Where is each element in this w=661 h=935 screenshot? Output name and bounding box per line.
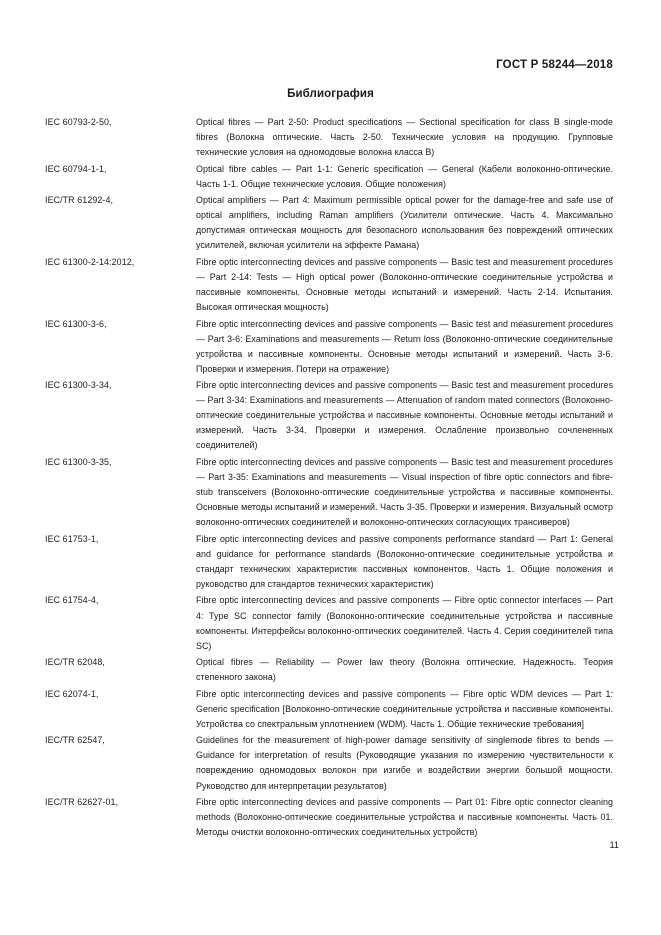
bibliography-entry-description: Fibre optic interconnecting devices and passive components — Basic test and measurement procedures — Part 3-34: Examinations and measurements — Attenuation of random mated connectors (Волоконно-оптические соединительные устройства и пассивные компоненты. Основные методы испытаний и измерений. Часть 3-34. Проверки и измерения. Ослабление произвольно сочлененных соединителей) bbox=[196, 380, 613, 451]
bibliography-entry-description: Optical fibres — Reliability — Power law theory (Волокна оптические. Надежность. Теория степенного закона) bbox=[196, 657, 613, 683]
bibliography-entry-description: Fibre optic interconnecting devices and passive components — Basic test and measurement procedures — Part 3-6: Examinations and measurements — Return loss (Волоконно-оптические соединительные устройства и пассивные компоненты. Основные методы испытаний и измерений. Часть 3-6. Проверки и измерения. Потери на отражение) bbox=[196, 318, 613, 374]
bibliography-entry bbox=[45, 733, 613, 793]
bibliography-entry bbox=[45, 115, 613, 160]
bibliography-entry-description: Guidelines for the measurement of high-power damage sensitivity of singlemode fibres to bends — Guidance for interpretation of results (Руководящие указания по измерению чувствительности к повреждению одномодовых волокон при изгибе и воздействии энергии большой мощности. Руководство для интерпретации результатов) bbox=[196, 735, 613, 791]
bibliography-entry-description: Fibre optic interconnecting devices and passive components performance standard — Part 1: General and guidance for performance standards (Волоконно-оптические соединительные устройства и стандарт технических характеристик пассивных компонентов. Часть 1. Общие положения и руководство для стандартов технических характеристик) bbox=[196, 533, 613, 589]
bibliography-entry bbox=[45, 455, 613, 530]
bibliography-entry-description: Optical fibre cables — Part 1-1: Generic specification — General (Кабели волоконно-оптические. Часть 1-1. Общие технические условия. Общие положения) bbox=[196, 163, 613, 189]
bibliography-entry-reference: IEC/TR 61292-4, bbox=[45, 195, 114, 206]
bibliography-entry-reference: IEC 61300-3-6, bbox=[45, 318, 107, 329]
bibliography-entry-description: Fibre optic interconnecting devices and passive components — Basic test and measurement procedures — Part 2-14: Tests — High optical power (Волоконно-оптические соединительные устройства и пассивные компоненты. Основные методы испытаний и измерений. Часть 2-14. Испытания. Высокая оптическая мощность) bbox=[196, 256, 613, 313]
bibliography-entry-reference: IEC 61300-3-34, bbox=[45, 380, 112, 391]
bibliography-entry-reference: IEC 61300-2-14:2012, bbox=[45, 256, 135, 267]
bibliography-entry-description: Fibre optic interconnecting devices and passive components — Fibre optic connector interfaces — Part 4: Type SC connector family (Волоконно-оптические соединительные устройства и пассивные компоненты. Интерфейсы волоконно-оптических соединителей. Часть 4. Серия соединителей типа SC) bbox=[196, 595, 613, 651]
page-header-standard-number: ГОСТ Р 58244—2018 bbox=[496, 59, 613, 71]
bibliography-entry bbox=[45, 687, 613, 732]
bibliography-entry bbox=[45, 378, 613, 453]
bibliography-entry-reference: IEC 61753-1, bbox=[45, 533, 99, 544]
bibliography-entry bbox=[45, 255, 613, 315]
bibliography-entry-description: Fibre optic interconnecting devices and passive components — Basic test and measurement procedures — Part 3-35: Examinations and measurements — Visual inspection of fibre optic connectors and fibre-stub transceivers (Волоконно-оптические соединительные устройства и пассивные компоненты. Основные методы испытаний и измерений. Часть 3-35. Проверки и измерения. Визуальный осмотр волоконно-оптических соединителей и волоконно-оптических согласующих трансиверов) bbox=[196, 457, 613, 528]
bibliography-entry-reference: IEC 60793-2-50, bbox=[45, 117, 112, 127]
bibliography-list bbox=[45, 115, 613, 842]
bibliography-entry bbox=[45, 655, 613, 685]
bibliography-entry-reference: IEC/TR 62627-01, bbox=[45, 797, 119, 808]
bibliography-entry-reference: IEC/TR 62048, bbox=[45, 657, 106, 668]
section-title-bibliography: Библиография bbox=[287, 88, 374, 100]
bibliography-entry-reference: IEC/TR 62547, bbox=[45, 735, 106, 746]
bibliography-entry-reference: IEC 60794-1-1, bbox=[45, 163, 107, 174]
bibliography-entry-description: Optical amplifiers — Part 4: Maximum permissible optical power for the damage-free and safe use of optical amplifiers, including Raman amplifiers (Усилители оптические. Часть 4. Максимально допустимая оптическая мощность для безопасного использования без повреждений оптических усилителей, включая усилители на эффекте Рамана) bbox=[196, 195, 613, 251]
bibliography-entry bbox=[45, 317, 613, 377]
bibliography-entry-reference: IEC 61754-4, bbox=[45, 595, 99, 606]
bibliography-entry bbox=[45, 193, 613, 253]
bibliography-entry bbox=[45, 593, 613, 653]
bibliography-entry bbox=[45, 795, 613, 840]
bibliography-entry-reference: IEC 62074-1, bbox=[45, 688, 99, 699]
bibliography-entry-description: Optical fibres — Part 2-50: Product specifications — Sectional specification for class B single-mode fibres (Волокна оптические. Часть 2-50. Технические условия на продукцию. Групповые технические условия на одномодовые волокна класса В) bbox=[196, 117, 613, 158]
bibliography-entry-description: Fibre optic interconnecting devices and passive components — Part 01: Fibre optic connector cleaning methods (Волоконно-оптические соединительные устройства и пассивные компоненты. Часть 01. Методы очистки волоконно-оптических соединительных устройств) bbox=[196, 797, 613, 838]
bibliography-entry bbox=[45, 162, 613, 192]
bibliography-entry-description: Fibre optic interconnecting devices and passive components — Fibre optic WDM devices — Part 1: Generic specification [Волоконно-оптические соединительные устройства и пассивные компоненты. Устройства со спектральным уплотнением (WDM). Часть 1. Общие технические требования] bbox=[196, 688, 613, 729]
page-number: 11 bbox=[609, 840, 619, 850]
bibliography-entry bbox=[45, 532, 613, 592]
bibliography-entry-reference: IEC 61300-3-35, bbox=[45, 457, 112, 468]
